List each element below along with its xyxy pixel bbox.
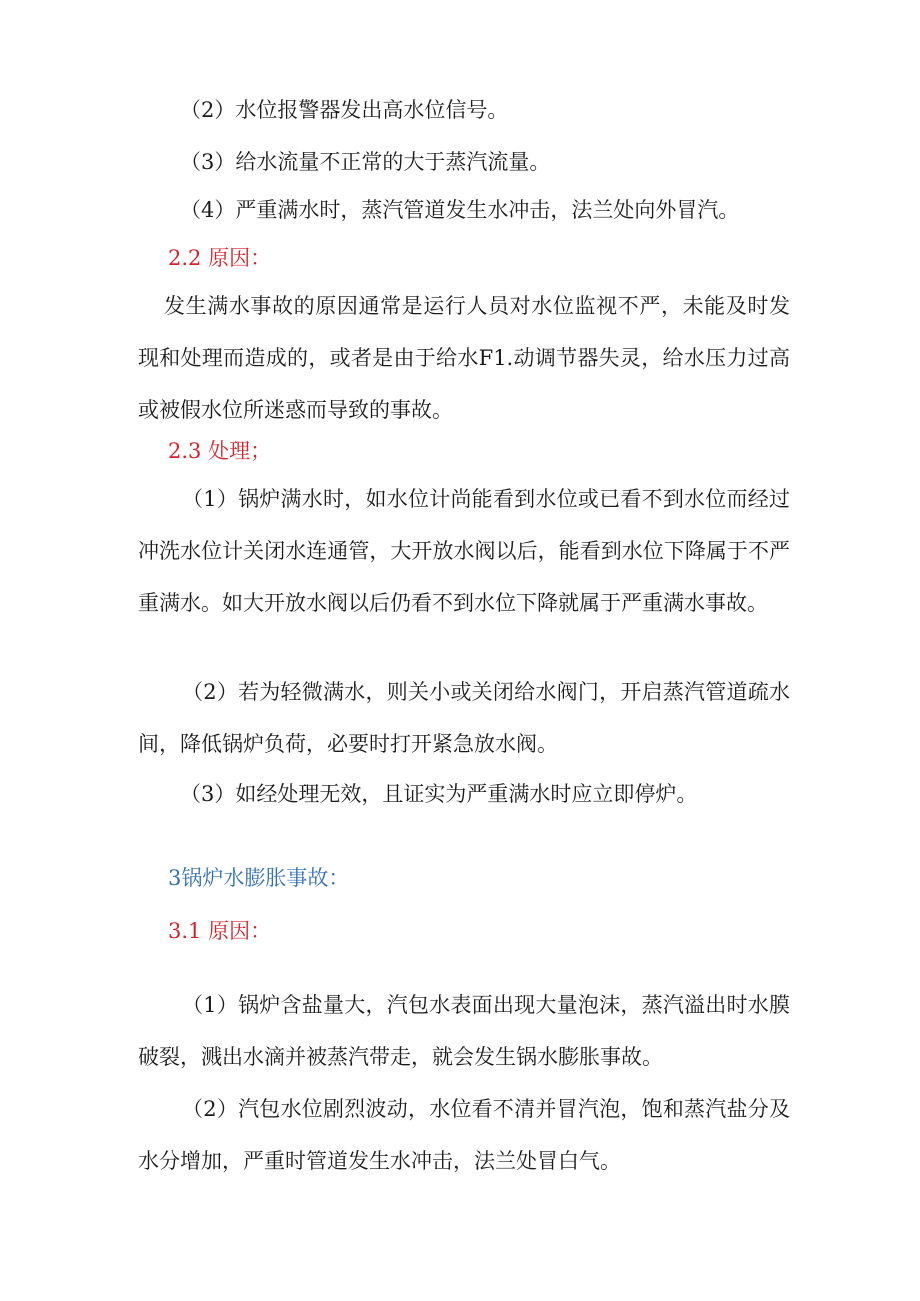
list-item-4: （4）严重满水时，蒸汽管道发生水冲击，法兰处向外冒汽。 <box>180 198 740 222</box>
handling-paragraph-2: （2）若为轻微满水，则关小或关闭给水阀门，开启蒸汽管道疏水间，降低锅炉负荷，必要时打开紧急放水阀。 <box>138 680 790 756</box>
list-item-2: （2）水位报警器发出高水位信号。 <box>180 98 509 122</box>
expansion-cause-1: （1）锅炉含盐量大，汽包水表面出现大量泡沫，蒸汽溢出时水膜破裂，溅出水滴并被蒸汽带走，就会发生锅水膨胀事故。 <box>138 993 790 1069</box>
section-heading-3: 3锅炉水膨胀事故： <box>168 866 350 890</box>
handling-paragraph-3: （3）如经处理无效，且证实为严重满水时应立即停炉。 <box>180 782 698 806</box>
section-heading-2-2: 2.2 原因： <box>168 246 272 270</box>
section-heading-2-3: 2.3 处理； <box>168 439 272 463</box>
cause-paragraph: 发生满水事故的原因通常是运行人员对水位监视不严，未能及时发现和处理而造成的，或者是由于给水F1.动调节器失灵，给水压力过高或被假水位所迷惑而导致的事故。 <box>138 294 790 422</box>
handling-paragraph-1: （1）锅炉满水时，如水位计尚能看到水位或已看不到水位而经过冲洗水位计关闭水连通管，大开放水阀以后，能看到水位下降属于不严重满水。如大开放水阀以后仍看不到水位下降就属于严重满水事故。 <box>138 487 790 615</box>
expansion-cause-2: （2）汽包水位剧烈波动，水位看不清并冒汽泡，饱和蒸汽盐分及水分增加，严重时管道发生水冲击，法兰处冒白气。 <box>138 1097 790 1173</box>
list-item-3: （3）给水流量不正常的大于蒸汽流量。 <box>180 150 551 174</box>
section-heading-3-1: 3.1 原因： <box>168 919 272 943</box>
